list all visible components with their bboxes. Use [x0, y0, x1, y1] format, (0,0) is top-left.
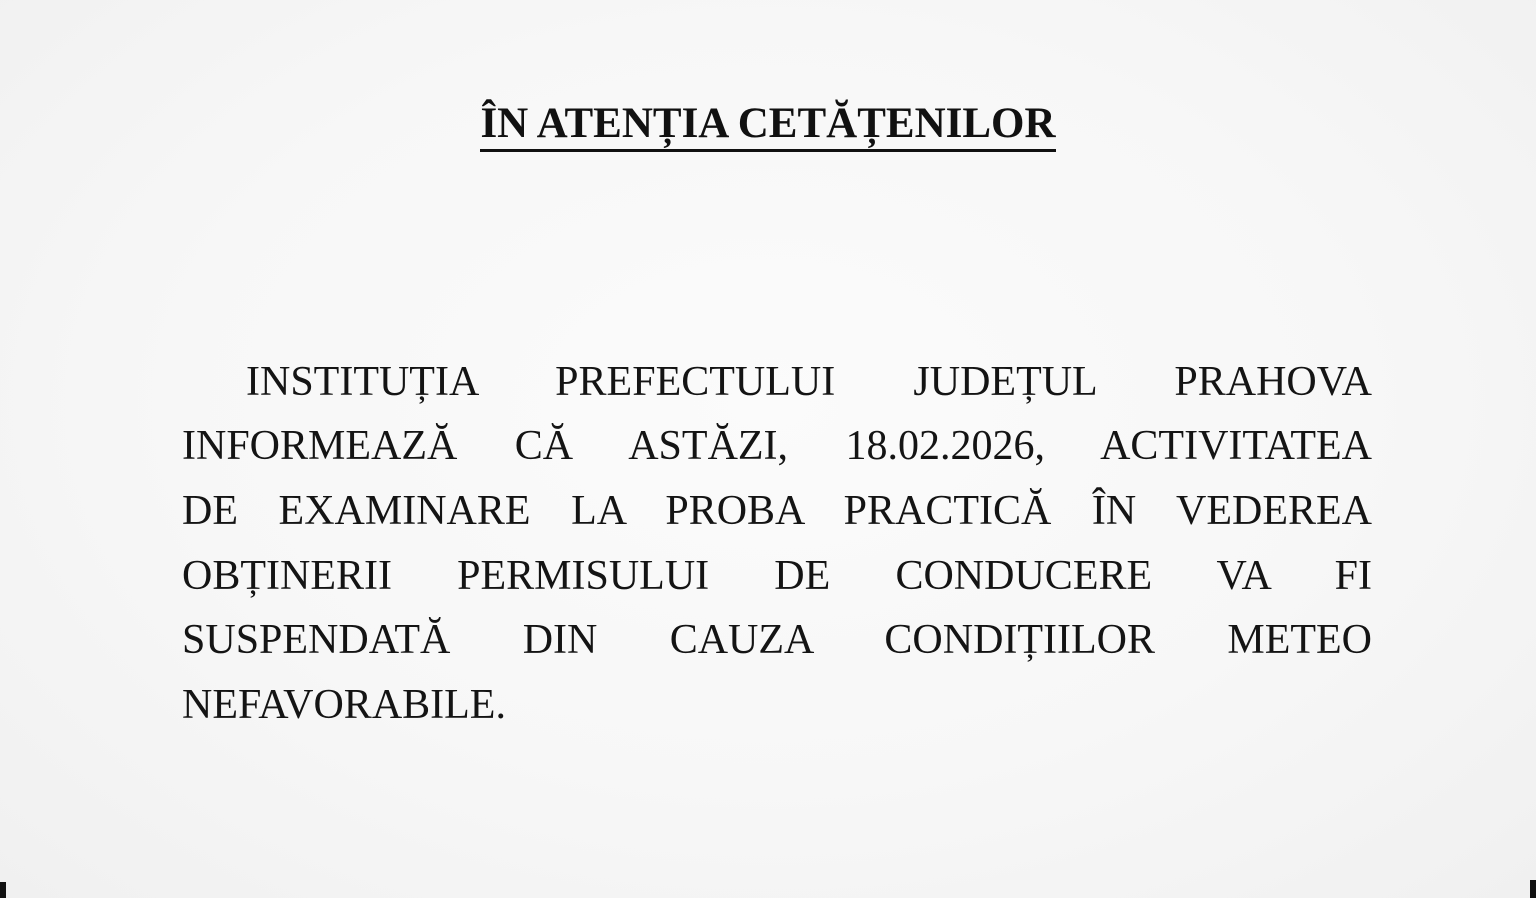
- body-line: INFORMEAZĂ CĂ ASTĂZI, 18.02.2026, ACTIVITATEA: [182, 423, 1372, 469]
- notice-body: [0, 350, 1536, 750]
- notice-title: [0, 96, 1536, 152]
- notice-title-text: ÎN ATENȚIA CETĂȚENILOR: [480, 99, 1055, 152]
- scan-edge-mark: [1530, 880, 1536, 898]
- body-line: DE EXAMINARE LA PROBA PRACTICĂ ÎN VEDEREA: [182, 488, 1372, 534]
- scan-edge-mark: [0, 882, 6, 898]
- body-line: INSTITUȚIA PREFECTULUI JUDEȚUL PRAHOVA: [246, 359, 1372, 405]
- body-line: OBȚINERII PERMISULUI DE CONDUCERE VA FI: [182, 553, 1372, 599]
- body-line: SUSPENDATĂ DIN CAUZA CONDIȚIILOR METEO: [182, 617, 1372, 663]
- body-line: NEFAVORABILE.: [182, 682, 506, 728]
